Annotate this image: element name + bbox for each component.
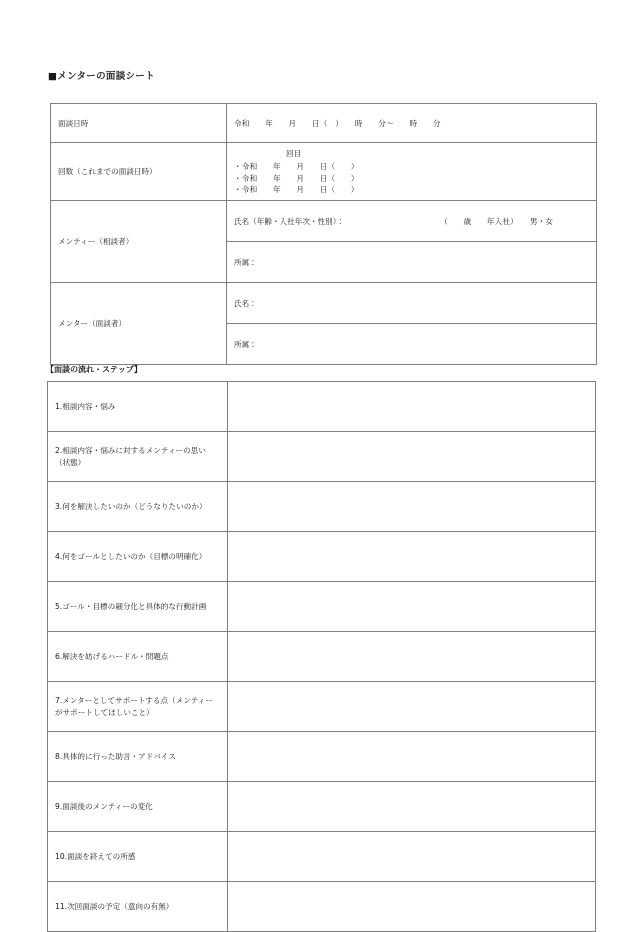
mentor-name-value[interactable]: [227, 283, 597, 324]
step-label-6: 6.解決を妨げるハードル・問題点: [48, 632, 228, 682]
mentor-dept-value[interactable]: [227, 324, 597, 365]
meeting-count-block: [234, 148, 589, 196]
mentor-name-label: 氏名：: [234, 298, 257, 308]
step-entry-5[interactable]: [228, 582, 596, 632]
table-row: [48, 732, 596, 782]
meeting-header-table: [50, 103, 597, 365]
table-row: [48, 532, 596, 582]
mentor-dept-label: 所属：: [234, 339, 257, 349]
step-label-3: 3.何を解決したいのか（どうなりたいのか）: [48, 482, 228, 532]
step-entry-8[interactable]: [228, 732, 596, 782]
table-row: [48, 882, 596, 932]
table-row: [48, 782, 596, 832]
steps-section-heading: 【面談の流れ・ステップ】: [46, 365, 142, 374]
step-label-5: 5.ゴール・目標の細分化と具体的な行動計画: [48, 582, 228, 632]
step-label-8: 8.具体的に行った助言・アドバイス: [48, 732, 228, 782]
table-row-mentee-name: [51, 201, 597, 242]
table-row-meeting-count: [51, 143, 597, 201]
meeting-datetime-value[interactable]: [227, 104, 597, 143]
meeting-count-label: 回数（これまでの面談日時）: [51, 143, 227, 201]
step-entry-11[interactable]: [228, 882, 596, 932]
table-row: [48, 382, 596, 432]
step-entry-10[interactable]: [228, 832, 596, 882]
step-entry-1[interactable]: [228, 382, 596, 432]
step-label-11: 11.次回面談の予定（意向の有無）: [48, 882, 228, 932]
interview-steps-table: [47, 381, 596, 932]
step-entry-9[interactable]: [228, 782, 596, 832]
table-row-mentor-name: [51, 283, 597, 324]
step-label-9: 9.面談後のメンティーの変化: [48, 782, 228, 832]
step-label-7: 7.メンターとしてサポートする点（メンティーがサポートしてほしいこと）: [48, 682, 228, 732]
table-row: [48, 632, 596, 682]
step-label-1: 1.相談内容・悩み: [48, 382, 228, 432]
table-row-meeting-datetime: [51, 104, 597, 143]
mentee-name-label: 氏名（年齢・入社年次・性別）：: [234, 216, 345, 226]
step-entry-4[interactable]: [228, 532, 596, 582]
step-label-10: 10.面談を終えての所感: [48, 832, 228, 882]
meeting-count-entry-1: ・令和 年 月 日（ ）: [234, 162, 359, 172]
meeting-datetime-text: 令和 年 月 日（ ） 時 分～ 時 分: [234, 118, 441, 128]
step-entry-3[interactable]: [228, 482, 596, 532]
meeting-count-value[interactable]: [227, 143, 597, 201]
meeting-datetime-label: 面談日時: [51, 104, 227, 143]
step-entry-2[interactable]: [228, 432, 596, 482]
step-label-4: 4.何をゴールとしたいのか（目標の明確化）: [48, 532, 228, 582]
mentee-name-inner: [234, 216, 589, 227]
step-label-2: 2.相談内容・悩みに対するメンティーの思い（状態）: [48, 432, 228, 482]
table-row: [48, 482, 596, 532]
table-row: [48, 432, 596, 482]
meeting-count-header: 回目: [286, 148, 302, 158]
meeting-count-entry-2: ・令和 年 月 日（ ）: [234, 173, 359, 183]
table-row: [48, 832, 596, 882]
table-row: [48, 582, 596, 632]
meeting-count-entry-3: ・令和 年 月 日（ ）: [234, 184, 359, 194]
mentor-label: メンター（面談者）: [51, 283, 227, 365]
table-row: [48, 682, 596, 732]
step-entry-6[interactable]: [228, 632, 596, 682]
mentee-name-suffix: （ 歳 年入社） 男・女: [440, 216, 554, 226]
step-entry-7[interactable]: [228, 682, 596, 732]
mentee-label: メンティー（相談者）: [51, 201, 227, 283]
mentee-name-value[interactable]: [227, 201, 597, 242]
mentee-dept-label: 所属：: [234, 257, 257, 267]
mentee-dept-value[interactable]: [227, 242, 597, 283]
document-title: ■メンターの面談シート: [48, 71, 155, 82]
